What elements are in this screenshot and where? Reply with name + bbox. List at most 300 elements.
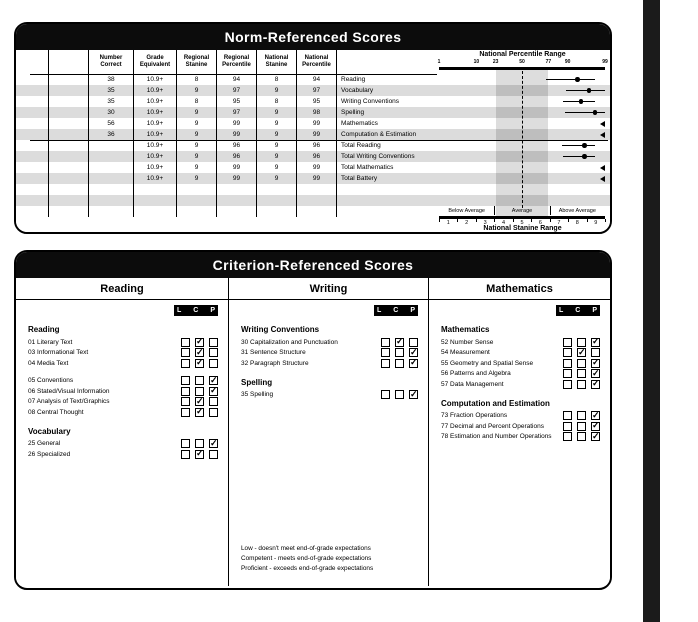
- score-section: [241, 378, 418, 401]
- section-heading: Computation and Estimation: [441, 398, 550, 408]
- cell-blank: [49, 140, 89, 151]
- criterion-item: [441, 411, 600, 422]
- rating-boxes: [181, 439, 218, 448]
- stanine-tick-label: 4: [502, 219, 506, 226]
- cell-blank: [49, 96, 89, 107]
- header-cell: National Stanine: [257, 50, 297, 74]
- percentile-axis-tick-label: 90: [564, 59, 571, 65]
- criterion-item-label: 01 Literary Text: [28, 338, 73, 346]
- rating-letter: P: [410, 307, 415, 314]
- criterion-item-label: 30 Capitalization and Punctuation: [241, 338, 338, 346]
- rating-boxes: [181, 359, 218, 368]
- percentile-axis-tick-label: 50: [519, 59, 525, 65]
- cell-national_percentile: 99: [297, 173, 337, 184]
- norm-referenced-body: [16, 50, 610, 232]
- criterion-item: [28, 386, 218, 397]
- criterion-item: [241, 337, 418, 348]
- column-title: Mathematics: [429, 278, 610, 300]
- cell-grade_equivalent: 10.9+: [134, 129, 177, 140]
- cell-regional_percentile: 99: [217, 118, 257, 129]
- stanine-tick-label: 1: [446, 219, 450, 226]
- column-title: Reading: [16, 278, 228, 300]
- cell-grade_equivalent: 10.9+: [134, 118, 177, 129]
- rating-checkbox-checked: [591, 432, 600, 441]
- cell-grade_equivalent: 10.9+: [134, 151, 177, 162]
- scan-edge-strip: [643, 0, 660, 622]
- stanine-tick-label: 5: [520, 219, 524, 226]
- criterion-item-label: 57 Data Management: [441, 380, 504, 388]
- rating-letter: P: [210, 307, 215, 314]
- cell-regional_stanine: 9: [177, 129, 217, 140]
- percentile-score-dot: [593, 110, 598, 115]
- percentile-range-whisker: [563, 156, 595, 157]
- cell-regional_percentile: 95: [217, 96, 257, 107]
- rating-checkbox: [591, 348, 600, 357]
- cell-blank: [49, 206, 89, 217]
- criterion-item-label: 77 Decimal and Percent Operations: [441, 422, 544, 430]
- rating-checkbox-checked: [195, 408, 204, 417]
- national-percentile-range-chart: [437, 50, 608, 232]
- cell-regional_stanine: 9: [177, 85, 217, 96]
- criterion-item: [28, 439, 218, 450]
- cell-regional_stanine: [177, 195, 217, 206]
- stanine-axis-tick: [587, 219, 588, 222]
- rating-checkbox-checked: [209, 439, 218, 448]
- score-section: [28, 325, 218, 418]
- cell-national_stanine: 8: [257, 74, 297, 85]
- cell-regional_stanine: 9: [177, 140, 217, 151]
- cell-blank: [16, 162, 49, 173]
- rating-checkbox-checked: [395, 338, 404, 347]
- norm-referenced-panel: [14, 22, 612, 234]
- percentile-score-dot: [587, 88, 592, 93]
- cell-national_stanine: 9: [257, 85, 297, 96]
- rating-boxes: [181, 450, 218, 459]
- criterion-item: [441, 432, 600, 443]
- cell-regional_stanine: [177, 184, 217, 195]
- percentile-axis-tick-label: 77: [545, 59, 552, 65]
- cell-national_percentile: 95: [297, 96, 337, 107]
- rating-checkbox-checked: [591, 359, 600, 368]
- cell-number_correct: [89, 140, 134, 151]
- rating-checkbox: [395, 390, 404, 399]
- cell-blank: [49, 107, 89, 118]
- percentile-offscale-arrow: [600, 121, 605, 127]
- cell-blank: [49, 151, 89, 162]
- cell-blank: [49, 85, 89, 96]
- cell-grade_equivalent: [134, 195, 177, 206]
- rating-boxes: [563, 422, 600, 431]
- stanine-axis-tick: [550, 219, 551, 222]
- section-heading: Writing Conventions: [241, 325, 320, 334]
- cell-national_percentile: 99: [297, 162, 337, 173]
- cell-regional_percentile: 94: [217, 74, 257, 85]
- percentile-axis-tick-label: 10: [473, 59, 480, 65]
- criterion-item: [28, 397, 218, 408]
- cell-subject-label: Vocabulary: [341, 87, 374, 94]
- criterion-item-label: 06 Stated/Visual Information: [28, 387, 110, 395]
- rating-letter: C: [393, 307, 399, 314]
- rating-checkbox-checked: [195, 348, 204, 357]
- section-heading: Reading: [28, 325, 60, 334]
- criterion-item-label: 35 Spelling: [241, 391, 274, 399]
- cell-national_percentile: [297, 206, 337, 217]
- cell-number_correct: [89, 206, 134, 217]
- median-dashed-line: [522, 71, 523, 208]
- cell-blank: [16, 206, 49, 217]
- cell-blank: [49, 173, 89, 184]
- rating-checkbox: [181, 359, 190, 368]
- stanine-tick-label: 6: [538, 219, 542, 226]
- legend-line: Low - doesn't meet end-of-grade expectations: [241, 545, 371, 552]
- percentile-offscale-arrow: [600, 176, 605, 182]
- cell-blank: [16, 96, 49, 107]
- criterion-referenced-panel: [14, 250, 612, 590]
- cell-national_percentile: [297, 184, 337, 195]
- stanine-axis-tick: [439, 219, 440, 222]
- header-cell: [49, 50, 89, 74]
- header-cell: Regional Percentile: [217, 50, 257, 74]
- cell-national_stanine: 9: [257, 107, 297, 118]
- cell-national_stanine: 8: [257, 96, 297, 107]
- cell-subject-label: Spelling: [341, 109, 365, 116]
- criterion-item: [241, 358, 418, 369]
- criterion-item-label: 04 Media Text: [28, 359, 69, 367]
- cell-blank: [16, 140, 49, 151]
- cell-blank: [49, 195, 89, 206]
- score-section: [441, 399, 600, 443]
- rating-checkbox: [563, 369, 572, 378]
- rating-checkbox: [181, 397, 190, 406]
- cell-blank: [16, 195, 49, 206]
- criterion-item-label: 07 Analysis of Text/Graphics: [28, 398, 110, 406]
- cell-grade_equivalent: 10.9+: [134, 173, 177, 184]
- cell-national_percentile: 99: [297, 129, 337, 140]
- cell-regional_percentile: 99: [217, 162, 257, 173]
- criterion-item-label: 31 Sentence Structure: [241, 349, 306, 357]
- percentile-range-whisker: [546, 79, 595, 80]
- rating-boxes: [181, 338, 218, 347]
- cell-national_stanine: 9: [257, 162, 297, 173]
- rating-boxes: [381, 359, 418, 368]
- rating-checkbox: [195, 387, 204, 396]
- cell-number_correct: [89, 195, 134, 206]
- criterion-item-label: 08 Central Thought: [28, 408, 84, 416]
- rating-boxes: [381, 348, 418, 357]
- rating-boxes: [563, 338, 600, 347]
- rating-checkbox: [381, 359, 390, 368]
- cell-national_stanine: 9: [257, 118, 297, 129]
- cell-grade_equivalent: 10.9+: [134, 107, 177, 118]
- cell-blank: [16, 85, 49, 96]
- rating-boxes: [181, 348, 218, 357]
- stanine-axis-title: National Stanine Range: [483, 225, 562, 232]
- cell-blank: [16, 107, 49, 118]
- percentile-axis-tick-label: 23: [492, 59, 499, 65]
- cell-regional_stanine: 9: [177, 107, 217, 118]
- cell-regional_percentile: 96: [217, 140, 257, 151]
- rating-checkbox: [577, 338, 586, 347]
- rating-checkbox-checked: [195, 338, 204, 347]
- cell-regional_percentile: 97: [217, 85, 257, 96]
- rating-key-badge: [556, 305, 600, 316]
- rating-letter: L: [177, 307, 182, 314]
- rating-checkbox-checked: [195, 359, 204, 368]
- stanine-axis-tick: [457, 219, 458, 222]
- stanine-axis-tick: [568, 219, 569, 222]
- header-cell: Number Correct: [89, 50, 134, 74]
- rating-legend: [241, 544, 422, 574]
- rating-letter: L: [377, 307, 382, 314]
- cell-blank: [49, 184, 89, 195]
- score-section: [28, 427, 218, 460]
- rating-checkbox-checked: [195, 450, 204, 459]
- rating-checkbox: [181, 450, 190, 459]
- section-heading: Mathematics: [441, 325, 490, 334]
- header-cell-label: [337, 50, 437, 74]
- cell-number_correct: 38: [89, 74, 134, 85]
- percentile-offscale-arrow: [600, 132, 605, 138]
- cell-regional_stanine: [177, 206, 217, 217]
- cell-subject-label: Writing Conventions: [341, 98, 400, 105]
- cell-number_correct: [89, 173, 134, 184]
- legend-line: Competent - meets end-of-grade expectations: [241, 555, 372, 562]
- cell-blank: [16, 74, 49, 85]
- rating-checkbox: [181, 439, 190, 448]
- criterion-item: [441, 421, 600, 432]
- rating-letter: P: [592, 307, 597, 314]
- stanine-tick-label: 3: [483, 219, 487, 226]
- rating-key-badge: [174, 305, 218, 316]
- cell-national_percentile: [297, 195, 337, 206]
- cell-grade_equivalent: 10.9+: [134, 96, 177, 107]
- cell-regional_percentile: [217, 195, 257, 206]
- header-cell: Regional Stanine: [177, 50, 217, 74]
- percentile-range-whisker: [562, 145, 595, 146]
- criterion-item-label: 78 Estimation and Number Operations: [441, 433, 552, 441]
- cell-grade_equivalent: [134, 184, 177, 195]
- rating-boxes: [563, 348, 600, 357]
- percentile-axis-tick-label: 1: [437, 59, 441, 65]
- rating-checkbox: [209, 359, 218, 368]
- rating-checkbox-checked: [209, 376, 218, 385]
- stanine-axis-tick: [531, 219, 532, 222]
- rating-checkbox: [409, 338, 418, 347]
- cell-subject-label: Total Writing Conventions: [341, 153, 415, 160]
- rating-checkbox: [563, 380, 572, 389]
- cell-national_percentile: 98: [297, 107, 337, 118]
- percentile-score-dot: [579, 99, 584, 104]
- rating-checkbox: [381, 390, 390, 399]
- rating-checkbox: [563, 422, 572, 431]
- header-cell: National Percentile: [297, 50, 337, 74]
- rating-letter: L: [559, 307, 564, 314]
- stanine-zone-separator: [494, 206, 495, 215]
- rating-key-badge: [374, 305, 418, 316]
- criterion-referenced-title: Criterion-Referenced Scores: [16, 252, 610, 278]
- rating-checkbox: [577, 359, 586, 368]
- cell-number_correct: 35: [89, 96, 134, 107]
- stanine-axis-tick: [605, 219, 606, 222]
- rating-checkbox: [563, 348, 572, 357]
- cell-regional_percentile: 97: [217, 107, 257, 118]
- percentile-range-whisker: [565, 112, 605, 113]
- rating-checkbox: [563, 338, 572, 347]
- rating-boxes: [181, 408, 218, 417]
- rating-letter: C: [575, 307, 581, 314]
- rating-checkbox: [181, 408, 190, 417]
- criterion-item-label: 55 Geometry and Spatial Sense: [441, 359, 534, 367]
- percentile-offscale-arrow: [600, 165, 605, 171]
- rating-checkbox: [181, 387, 190, 396]
- rating-checkbox: [577, 422, 586, 431]
- cell-blank: [49, 118, 89, 129]
- stanine-zone-label: Average: [511, 207, 533, 214]
- cell-subject-label: Reading: [341, 76, 366, 83]
- rating-checkbox-checked: [409, 348, 418, 357]
- criterion-item: [28, 348, 218, 359]
- percentile-axis-tick-label: 99: [602, 59, 608, 65]
- cell-blank: [16, 173, 49, 184]
- rating-checkbox: [577, 411, 586, 420]
- criterion-item-label: 26 Specialized: [28, 450, 71, 458]
- rating-checkbox: [563, 432, 572, 441]
- cell-national_stanine: 9: [257, 140, 297, 151]
- cell-national_percentile: 97: [297, 85, 337, 96]
- stanine-axis-tick: [494, 219, 495, 222]
- cell-number_correct: [89, 151, 134, 162]
- percentile-score-dot: [582, 154, 587, 159]
- cell-national_stanine: 9: [257, 173, 297, 184]
- rating-checkbox: [209, 338, 218, 347]
- cell-national_stanine: 9: [257, 129, 297, 140]
- cell-subject-label: Computation & Estimation: [341, 131, 417, 138]
- cell-number_correct: 35: [89, 85, 134, 96]
- criterion-item: [28, 358, 218, 369]
- criterion-item-label: 54 Measurement: [441, 349, 490, 357]
- criterion-item-label: 56 Patterns and Algebra: [441, 370, 511, 378]
- cell-regional_stanine: 8: [177, 74, 217, 85]
- criterion-column-mathematics: [428, 278, 610, 586]
- stanine-tick-label: 2: [465, 219, 469, 226]
- stanine-axis-line: [439, 216, 605, 219]
- rating-boxes: [563, 411, 600, 420]
- criterion-item: [441, 337, 600, 348]
- rating-checkbox: [577, 380, 586, 389]
- cell-national_percentile: 96: [297, 140, 337, 151]
- rating-checkbox: [209, 348, 218, 357]
- rating-boxes: [181, 397, 218, 406]
- criterion-item: [441, 379, 600, 390]
- rating-boxes: [563, 359, 600, 368]
- rating-checkbox: [577, 432, 586, 441]
- percentile-range-whisker: [566, 90, 605, 91]
- criterion-referenced-body: [16, 278, 610, 586]
- stanine-axis-tick: [513, 219, 514, 222]
- cell-grade_equivalent: 10.9+: [134, 74, 177, 85]
- rating-checkbox: [563, 411, 572, 420]
- criterion-column-reading: [16, 278, 228, 586]
- cell-blank: [49, 129, 89, 140]
- rating-checkbox: [181, 338, 190, 347]
- stanine-zone-separator: [550, 206, 551, 215]
- cell-national_percentile: 94: [297, 74, 337, 85]
- rating-checkbox-checked: [591, 422, 600, 431]
- cell-blank: [16, 118, 49, 129]
- rating-checkbox-checked: [409, 390, 418, 399]
- cell-grade_equivalent: 10.9+: [134, 140, 177, 151]
- cell-subject-label: [337, 206, 437, 217]
- cell-grade_equivalent: 10.9+: [134, 162, 177, 173]
- cell-subject-label: Mathematics: [341, 120, 378, 127]
- rating-checkbox: [395, 348, 404, 357]
- rating-checkbox: [209, 450, 218, 459]
- rating-checkbox-checked: [591, 411, 600, 420]
- rating-checkbox: [195, 439, 204, 448]
- rating-checkbox-checked: [409, 359, 418, 368]
- section-heading: Spelling: [241, 377, 273, 387]
- criterion-item-label: 32 Paragraph Structure: [241, 359, 309, 367]
- criterion-item: [441, 348, 600, 359]
- criterion-item-label: 52 Number Sense: [441, 338, 494, 346]
- rating-letter: C: [193, 307, 199, 314]
- percentile-score-dot: [575, 77, 580, 82]
- rating-checkbox: [563, 359, 572, 368]
- criterion-item: [441, 358, 600, 369]
- cell-national_percentile: 99: [297, 118, 337, 129]
- rating-checkbox: [181, 376, 190, 385]
- rating-boxes: [381, 338, 418, 347]
- criterion-item: [241, 348, 418, 359]
- rating-checkbox: [195, 376, 204, 385]
- criterion-item-label: 03 Informational Text: [28, 349, 89, 357]
- rating-checkbox: [209, 408, 218, 417]
- cell-regional_percentile: 99: [217, 129, 257, 140]
- rating-boxes: [181, 376, 218, 385]
- rating-checkbox: [181, 348, 190, 357]
- rating-checkbox: [381, 348, 390, 357]
- legend-line: Proficient - exceeds end-of-grade expectations: [241, 565, 374, 572]
- cell-blank: [16, 184, 49, 195]
- stanine-axis-tick: [476, 219, 477, 222]
- rating-checkbox-checked: [591, 380, 600, 389]
- rating-checkbox: [209, 397, 218, 406]
- rating-checkbox-checked: [591, 338, 600, 347]
- cell-blank: [16, 129, 49, 140]
- cell-number_correct: [89, 162, 134, 173]
- stanine-tick-label: 9: [594, 219, 598, 226]
- cell-blank: [16, 151, 49, 162]
- stanine-tick-label: 7: [557, 219, 561, 226]
- cell-regional_percentile: [217, 184, 257, 195]
- rating-checkbox-checked: [577, 348, 586, 357]
- criterion-item: [28, 337, 218, 348]
- cell-subject-label: Total Battery: [341, 175, 378, 182]
- rating-boxes: [563, 432, 600, 441]
- cell-regional_percentile: 96: [217, 151, 257, 162]
- cell-number_correct: 56: [89, 118, 134, 129]
- criterion-column-writing: [228, 278, 428, 586]
- cell-national_stanine: [257, 184, 297, 195]
- rating-boxes: [381, 390, 418, 399]
- cell-grade_equivalent: [134, 206, 177, 217]
- criterion-item: [28, 449, 218, 460]
- cell-national_stanine: [257, 195, 297, 206]
- cell-subject-label: [337, 184, 437, 195]
- criterion-item: [28, 407, 218, 418]
- stanine-tick-label: 8: [575, 219, 579, 226]
- rating-checkbox: [381, 338, 390, 347]
